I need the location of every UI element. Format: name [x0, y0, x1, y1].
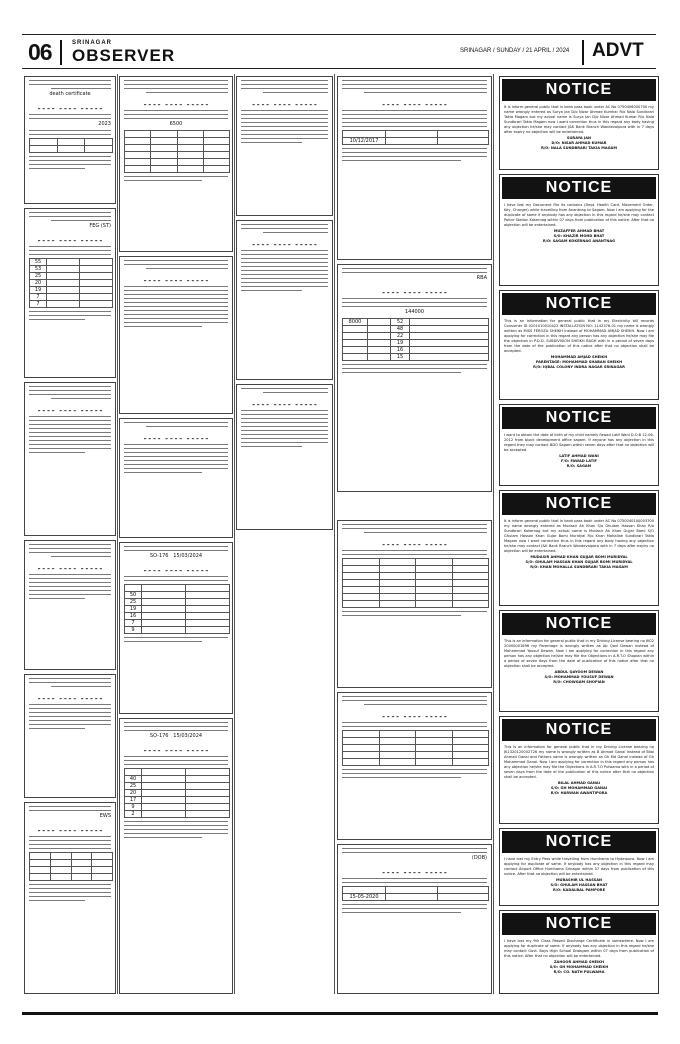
- notice-ad: [499, 610, 659, 712]
- urdu-classified-ad: [337, 76, 492, 260]
- notice-body: I want to obtain the date of birth of my child namely Fawad Latif Wani D.O.B 12-06-2012 from block development office sagam. If anyone has any objection in this regard they may contact BDO Sagam within seven days after that no objection will be accepted.: [504, 433, 654, 452]
- notice-title: NOTICE: [502, 407, 656, 429]
- urdu-classified-ad: [24, 674, 116, 798]
- notice-title: NOTICE: [502, 831, 656, 853]
- ad-inline-text: SO-176 15/03/2024: [149, 553, 203, 559]
- notice-signature-parentage: F/O: FAWAD LATIF: [560, 459, 598, 463]
- header-divider: [582, 40, 584, 65]
- ad-table: [342, 558, 489, 608]
- notice-body: This is an information for general public that in my Electricity bill records Consumer ID 0201010010422 INSTALLATION NO: 1142376-01 my name is wrongly written as MISS FEROZA SHEIKH instead of MOHAMMAD AMJAD SHEIKH. Now I am applying for correction in this regard any person has any objection he/she may file the objection in P.D.D. SUBDIVISION SHEIKH BAGH with in a period of seven days from the date of the publication of this notice after that no objection shall be accepted.: [504, 319, 654, 353]
- ad-inline-text: 144000: [404, 309, 425, 315]
- notice-signature-name: MOHAMMAD AMJAD SHEIKH: [550, 355, 608, 359]
- notice-body: It is inform general public that in bank pass book under AC No 0750406000700 my name wrongly entered as Surya Jan D/o Nizar Ahmad Kumhar R/o Nala Sundbrari Takia Magam but my actual name is Surya Jan D/o Nizar Ahmad Kumar R/o Nala Sundbrari Takia Magam now I want correction thus in this regard any body having any objection he/she may contact J&K Bank Branch Wandevalpora with in 7 days after expiry no objection will be entertained.: [504, 105, 654, 134]
- ad-inline-text: EWS: [99, 813, 111, 819]
- notice-signature-name: ZAHOOR AHMAD SHEIKH: [553, 960, 605, 964]
- ad-headline: ۔۔۔۔۔ ۔۔۔۔ ۔۔۔۔: [36, 233, 104, 243]
- notice-signature-name: LATIF AHMAD WANI: [559, 454, 599, 458]
- urdu-classified-ad: [236, 384, 333, 530]
- notice-body: I have lost my 9th Class Passed Discharge Certificate in somewhere. Now I am applying for duplicate of same. If anybody has any objection in this regard he/she may contact Govt. Boys High School Drabgam within 07 days from publication of this notice. After that no objection will be entertained.: [504, 939, 654, 958]
- ad-inline-text: SO-176 15/03/2024: [149, 733, 203, 739]
- notice-signature-name: MUBASHIR UL HASSAN: [555, 878, 603, 882]
- urdu-classified-ad: [236, 220, 333, 380]
- column-divider: [117, 74, 118, 994]
- ad-headline: ۔۔۔۔۔ ۔۔۔۔ ۔۔۔۔: [381, 537, 448, 547]
- notice-signature-address: R/O: NALA SUNDBRARI TAKIA MAGAM: [541, 146, 617, 150]
- ad-headline: ۔۔۔۔۔ ۔۔۔۔ ۔۔۔۔: [36, 823, 104, 833]
- urdu-classified-ad: [119, 418, 233, 538]
- urdu-classified-ad: [119, 256, 233, 414]
- page-number: 06: [28, 39, 52, 65]
- urdu-classified-ad: [337, 692, 492, 840]
- ad-headline: ۔۔۔۔۔ ۔۔۔۔ ۔۔۔۔: [381, 285, 448, 295]
- section-label: ADVT: [592, 40, 644, 61]
- ad-inline-text: death certificate: [49, 91, 91, 97]
- ad-headline: ۔۔۔۔۔ ۔۔۔۔ ۔۔۔۔: [36, 403, 104, 413]
- urdu-classified-ad: [236, 76, 333, 216]
- notice-title: NOTICE: [502, 177, 656, 199]
- urdu-classified-ad: [337, 844, 492, 994]
- ad-headline: ۔۔۔۔۔ ۔۔۔۔ ۔۔۔۔: [142, 431, 210, 441]
- ad-headline: ۔۔۔۔۔ ۔۔۔۔ ۔۔۔۔: [251, 237, 318, 247]
- notice-body: This is an information for general public that in my Driving License bearing no JK1320120002726 my name is wrongly written as B Ahmad Ganai instead of Bilal Ahmad Ganai and Fathers name is wrongly written as Gh Md Ganai instead of Gh Mohammad Ganai. Now I am applying for correction in this regard any person has any objection he/she may file the Objections in A.R.T.O Pulwama with in a period of seven days from the date of the publication of this notice after that no objection shall be accepted.: [504, 745, 654, 779]
- ad-headline: ۔۔۔۔۔ ۔۔۔۔ ۔۔۔۔: [142, 743, 210, 753]
- notice-ad: [499, 716, 659, 824]
- notice-signature-parentage: D/O: NISAR AHMAD KUMAR: [551, 141, 607, 145]
- ad-headline: ۔۔۔۔۔ ۔۔۔۔ ۔۔۔۔: [36, 101, 104, 111]
- notice-signature-address: R/O: IQBAL COLONY INDRA NAGAR SRINAGAR: [533, 365, 625, 369]
- notice-signature-address: R/O: CO. NATH PULWAMA: [553, 970, 605, 974]
- dateline: SRINAGAR / SUNDAY / 21 APRIL / 2024: [460, 48, 570, 54]
- notice-signature-address: R/O: HARWAN AWANTIPORA: [550, 791, 608, 795]
- notice-ad: [499, 290, 659, 400]
- notice-ad: [499, 828, 659, 906]
- notice-signature-name: SURAYA JAN: [566, 136, 592, 140]
- column-divider: [493, 74, 494, 994]
- notice-signature-name: ABDUL QAYOOM DEWAN: [554, 670, 604, 674]
- ad-headline: ۔۔۔۔۔ ۔۔۔۔ ۔۔۔۔: [142, 273, 210, 283]
- notice-signature-address: R/O: SAGAM KOKERNAG ANANTNAG: [542, 239, 616, 243]
- notice-body: I have lost my Entry Pass while travelling from Humhama to Hyderpora. Now I am applying for duplicate of same. If anybody has any objection in this regard may contact Airport Office Humhama Srinagar within 07 days from publication of this notice. After that no objection will be entertained.: [504, 857, 654, 876]
- notice-title: NOTICE: [502, 719, 656, 741]
- ad-table: 40 25 20 17 9 2: [124, 768, 230, 818]
- notice-signature-parentage: S/O: KHAZIR MOHD BHAT: [553, 234, 605, 238]
- notice-signature-name: BILAL AHMAD GANAI: [558, 781, 600, 785]
- notice-signature-parentage: S/O: GHULAM HASSAN BHAT: [550, 883, 608, 887]
- urdu-classified-ad: [24, 76, 116, 204]
- ad-table: [124, 130, 230, 173]
- ad-headline: ۔۔۔۔۔ ۔۔۔۔ ۔۔۔۔: [381, 97, 448, 107]
- ad-table: [29, 138, 113, 153]
- column-divider: [334, 74, 335, 994]
- notice-title: NOTICE: [502, 493, 656, 515]
- notice-signature-address: R/O: KADALBAL PAMPORE: [552, 888, 606, 892]
- notice-signature-name: MUDASIR AHMAD KHAN GUJJAR BOMI MURIDYAL: [530, 555, 628, 559]
- urdu-classified-ad: [119, 76, 233, 252]
- ad-headline: ۔۔۔۔۔ ۔۔۔۔ ۔۔۔۔: [381, 865, 448, 875]
- notice-signature-parentage: S/O: MOHAMMAD YOUSUF DEWAN: [544, 675, 614, 679]
- notice-ad: [499, 174, 659, 286]
- notice-body: It is inform general public that in bank pass book under AC No 0750040100003700 my name wrongly entered as Mudasir Ah Khan S/o Ghulam Hassan Khan R/o Sundbrari Kokernag but my actual name is Mudasir Ah Khan Gujjar Bomi S/O Ghulam Hassan Khan Gujar Bomi Muridyal R/o Khan Mohallah Sundbrari Takia Magam now I want correction thus in this regard any body having any objection he/she may contact J&K Bank Branch Wandevalpora with in 7 days after expiry no objection will be entertained.: [504, 519, 654, 553]
- notice-title: NOTICE: [502, 79, 656, 101]
- notice-body: I have lost my Document File its contains (Dept. Health Card, Movement Order, Key, Charger) while travelling from Anantnag to Sagam. Now I am applying for the duplicate of same if anybody has any objection in this regard he/she may contact Police Station Kokernag within 07 days from publication of this notice. After that no objection will be entertained.: [504, 203, 654, 227]
- brand-small: SRINAGAR: [72, 40, 113, 46]
- ad-headline: ۔۔۔۔۔ ۔۔۔۔ ۔۔۔۔: [36, 561, 104, 571]
- urdu-classified-ad: [24, 208, 116, 378]
- header-divider: [60, 40, 62, 65]
- ad-table: 50 25 19 16 7 9: [124, 584, 230, 634]
- ad-headline: ۔۔۔۔۔ ۔۔۔۔ ۔۔۔۔: [142, 97, 210, 107]
- ad-headline: ۔۔۔۔۔ ۔۔۔۔ ۔۔۔۔: [381, 709, 448, 719]
- ad-table: [29, 852, 113, 881]
- notice-signature-name: MUZAFFER AHMAD BHAT: [553, 229, 605, 233]
- notice-ad: [499, 490, 659, 606]
- urdu-classified-ad: [24, 540, 116, 670]
- masthead-logo: [72, 40, 175, 66]
- ad-table: [342, 130, 489, 145]
- notice-signature-parentage: S/O: GH MOHAMMAD GANAI: [550, 786, 608, 790]
- urdu-classified-ad: [337, 520, 492, 688]
- notice-signature-parentage: S/O: GHULAM HASSAN KHAN GUJJAR BOMI MURIDYAL: [525, 560, 633, 564]
- ad-table: [342, 886, 489, 901]
- ad-year: 2023: [98, 121, 111, 127]
- ad-inline-text: 6500: [169, 121, 183, 127]
- notice-signature-address: R/O: CHOWGAM SHOPIAN: [553, 680, 605, 684]
- urdu-classified-ad: [337, 264, 492, 492]
- urdu-classified-ad: [24, 382, 116, 536]
- ad-date: 10/12/2017: [343, 138, 386, 145]
- notice-title: NOTICE: [502, 613, 656, 635]
- notice-signature-address: R/O: SAGAM: [566, 464, 592, 468]
- footer-rule: [22, 1012, 658, 1015]
- ad-headline: ۔۔۔۔۔ ۔۔۔۔ ۔۔۔۔: [36, 691, 104, 701]
- ad-table: 8000 52 48 22 19 16 15: [342, 318, 489, 361]
- notice-title: NOTICE: [502, 293, 656, 315]
- brand-big: OBSERVER: [72, 46, 176, 65]
- urdu-classified-ad: [119, 718, 233, 994]
- ad-headline: ۔۔۔۔۔ ۔۔۔۔ ۔۔۔۔: [251, 397, 318, 407]
- column-divider: [234, 74, 235, 994]
- ad-dob-date: 15-05-2020: [343, 894, 386, 901]
- ad-inline-text: FEG (ST): [89, 223, 111, 229]
- notice-signature-parentage: PARENTAGE: MOHAMMAD SHABAN SHEIKH: [535, 360, 623, 364]
- ad-headline: ۔۔۔۔۔ ۔۔۔۔ ۔۔۔۔: [142, 563, 210, 573]
- ad-inline-text: RBA: [476, 275, 487, 281]
- ad-headline: ۔۔۔۔۔ ۔۔۔۔ ۔۔۔۔: [251, 97, 318, 107]
- notice-ad: [499, 76, 659, 170]
- notice-ad: [499, 404, 659, 486]
- ad-table: 55 53 25 20 19 7 7: [29, 258, 113, 308]
- notice-ad: [499, 910, 659, 994]
- notice-signature-address: R/O: KHAN MOHALLA SUNDBRARI TAKIA MAGAM: [530, 565, 628, 569]
- urdu-classified-ad: [24, 802, 116, 994]
- notice-title: NOTICE: [502, 913, 656, 935]
- ad-table: [342, 730, 489, 766]
- page-header: [22, 40, 656, 65]
- urdu-classified-ad: [119, 542, 233, 714]
- notice-body: This is an information for general public that in my Driving License bearing no JK02 20000001696 my Parentage is wrongly written as Ab Qavi Dewan instead of Mohammad Yousuf Dewan. Now I am applying for correction in this regard any person has any objection he/she may file the Objections in A.R.T.O Shopian within a period of seven days from the date of publication of this notice after that no objection shall be accepted.: [504, 639, 654, 668]
- notice-signature-parentage: S/O: GH MOHAMMAD SHEIKH: [549, 965, 609, 969]
- ad-inline-text: (DOB): [471, 855, 487, 861]
